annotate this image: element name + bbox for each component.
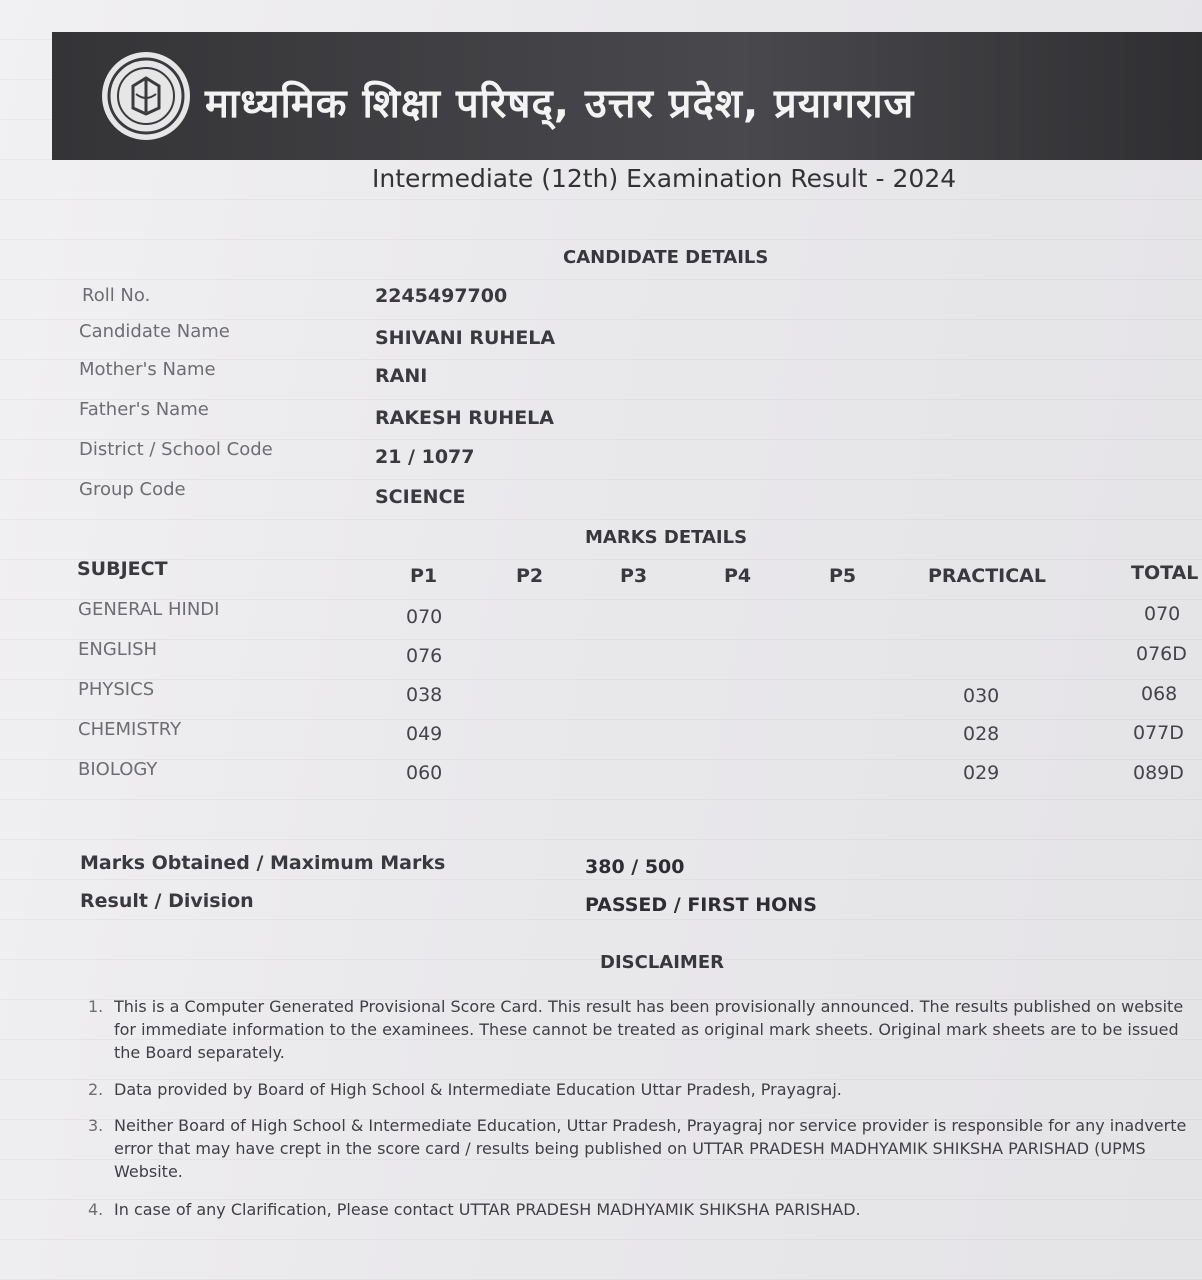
- disclaimer-line: Neither Board of High School & Intermediate Education, Uttar Pradesh, Prayagraj nor service provider is responsible for any inadverte: [114, 1116, 1187, 1135]
- practical-mark: 030: [963, 685, 1000, 707]
- subject-name: GENERAL HINDI: [78, 599, 220, 620]
- column-header-p4: P4: [724, 565, 752, 587]
- group-code-label: Group Code: [79, 479, 186, 500]
- district-school-code-value: 21 / 1077: [375, 446, 475, 468]
- marks-obtained-value: 380 / 500: [585, 856, 685, 878]
- subject-name: PHYSICS: [78, 679, 155, 700]
- p1-mark: 076: [406, 645, 443, 667]
- practical-mark: 028: [963, 723, 1000, 745]
- result-division-label: Result / Division: [80, 890, 254, 912]
- p1-mark: 038: [406, 684, 443, 706]
- candidate-name-value: SHIVANI RUHELA: [375, 327, 556, 349]
- roll-no-label: Roll No.: [82, 285, 151, 306]
- exam-title: Intermediate (12th) Examination Result - 2024: [372, 164, 957, 193]
- p1-mark: 060: [406, 762, 443, 784]
- disclaimer-text: [114, 1078, 1202, 1101]
- disclaimer-line: Website.: [114, 1162, 183, 1181]
- candidate-details-heading: CANDIDATE DETAILS: [563, 247, 769, 268]
- disclaimer-number: 4.: [88, 1200, 104, 1219]
- column-header-p3: P3: [620, 565, 648, 587]
- disclaimer-text: [114, 995, 1202, 1064]
- disclaimer-item: [88, 1198, 1202, 1222]
- practical-mark: 029: [963, 762, 1000, 784]
- disclaimer-number: 3.: [88, 1116, 104, 1135]
- column-header-total: TOTAL: [1131, 562, 1199, 584]
- district-school-code-label: District / School Code: [79, 439, 273, 460]
- disclaimer-line: Data provided by Board of High School & Intermediate Education Uttar Pradesh, Prayagraj.: [114, 1080, 842, 1099]
- result-division-value: PASSED / FIRST HONS: [585, 894, 817, 916]
- marks-obtained-label: Marks Obtained / Maximum Marks: [80, 852, 446, 874]
- disclaimer-text: [114, 1198, 1202, 1221]
- column-header-p5: P5: [829, 565, 857, 587]
- total-mark: 070: [1144, 603, 1181, 625]
- disclaimer-number: 1.: [88, 997, 104, 1016]
- disclaimer-line: error that may have crept in the score card / results being published on UTTAR PRADESH MADHYAMIK SHIKSHA PARISHAD (UPMS: [114, 1139, 1146, 1158]
- roll-no-value: 2245497700: [375, 285, 508, 307]
- subject-name: BIOLOGY: [78, 759, 158, 780]
- board-name: माध्यमिक शिक्षा परिषद्, उत्तर प्रदेश, प्रयागराज: [205, 81, 915, 127]
- father-name-value: RAKESH RUHELA: [375, 407, 554, 429]
- column-header-subject: SUBJECT: [77, 558, 168, 580]
- disclaimer-line: the Board separately.: [114, 1043, 285, 1062]
- mother-name-value: RANI: [375, 365, 428, 387]
- subject-name: CHEMISTRY: [78, 719, 182, 740]
- mother-name-label: Mother's Name: [79, 359, 216, 380]
- disclaimer-number: 2.: [88, 1080, 104, 1099]
- disclaimer-heading: DISCLAIMER: [600, 952, 724, 973]
- p1-mark: 049: [406, 723, 443, 745]
- disclaimer-line: In case of any Clarification, Please contact UTTAR PRADESH MADHYAMIK SHIKSHA PARISHAD.: [114, 1200, 861, 1219]
- candidate-name-label: Candidate Name: [79, 321, 230, 342]
- disclaimer-text: [114, 1114, 1202, 1183]
- total-mark: 076D: [1136, 643, 1187, 665]
- disclaimer-item: [88, 1078, 1202, 1102]
- total-mark: 089D: [1133, 762, 1184, 784]
- p1-mark: 070: [406, 606, 443, 628]
- column-header-practical: PRACTICAL: [928, 565, 1046, 587]
- total-mark: 068: [1141, 683, 1178, 705]
- disclaimer-item: [88, 1114, 1202, 1184]
- up-government-emblem-icon: [100, 50, 192, 142]
- father-name-label: Father's Name: [79, 399, 209, 420]
- column-header-p1: P1: [410, 565, 438, 587]
- disclaimer-item: [88, 995, 1202, 1065]
- group-code-value: SCIENCE: [375, 486, 466, 508]
- marks-details-heading: MARKS DETAILS: [585, 527, 748, 548]
- column-header-p2: P2: [516, 565, 544, 587]
- subject-name: ENGLISH: [78, 639, 158, 660]
- disclaimer-line: This is a Computer Generated Provisional Score Card. This result has been provisionally announced. The results published on website: [114, 997, 1184, 1016]
- disclaimer-line: for immediate information to the examinees. These cannot be treated as original mark sheets. Original mark sheets are to be issued: [114, 1020, 1179, 1039]
- total-mark: 077D: [1133, 722, 1184, 744]
